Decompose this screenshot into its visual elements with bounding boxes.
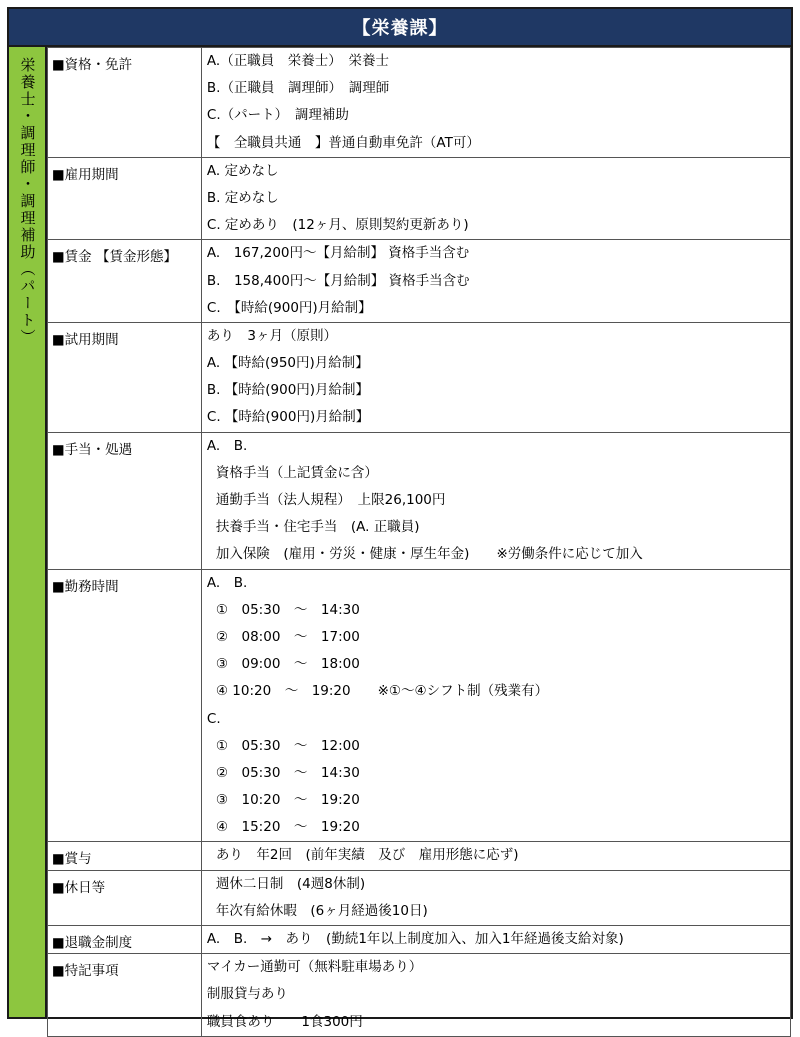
table-row [47,954,790,1037]
value-line: 加入保険 (雇用・労災・健康・厚生年金) ※労働条件に応じて加入 [215,546,643,563]
value-line: A. 【時給(950円)月給制】 [206,355,369,372]
row-value [201,432,790,569]
row-value [201,48,790,158]
row-value [201,954,790,1037]
value-line: C. 【時給(900円)月給制】 [206,409,370,426]
value-line: マイカー通勤可（無料駐車場あり） [206,959,423,976]
value-line: A. B. [206,437,248,454]
value-line: ④ 15:20 ～ 19:20 [215,819,360,836]
value-line: あり 年2回 (前年実績 及び 雇用形態に応ず) [215,847,519,864]
value-line: 週休二日制 (4週8休制) [215,875,366,892]
recruitment-table [7,7,793,1030]
table-row [47,842,790,870]
table-row [47,569,790,842]
value-line: 通勤手当（法人規程） 上限26,100円 [215,492,446,508]
job-category-label: 栄養士・調理師・調理補助（パート） [18,57,37,346]
value-line: 職員食あり 1食300円 [206,1013,363,1030]
row-label: ■資格・免許 [47,48,201,158]
value-line: 扶養手当・住宅手当 (A. 正職員) [215,519,420,536]
value-line: A.（正職員 栄養士） 栄養士 [206,53,389,69]
value-line: A. 167,200円～【月給制】 資格手当含む [206,245,470,262]
row-value [201,842,790,870]
row-value [201,870,790,925]
value-line: ③ 09:00 ～ 18:00 [215,656,360,673]
row-label: ■賃金 【賃金形態】 [47,240,201,323]
job-category-sidebar [9,47,47,1017]
value-line: ① 05:30 ～ 12:00 [215,737,360,754]
value-line: C. 【時給(900円)月給制】 [206,299,372,316]
table-row [47,432,790,569]
value-line: C. [206,710,221,727]
value-line: B.（正職員 調理師） 調理師 [206,80,390,97]
value-line: 【 全職員共通 】普通自動車免許（AT可） [206,134,480,151]
value-line: ③ 10:20 ～ 19:20 [215,792,360,809]
row-label: ■試用期間 [47,322,201,432]
value-line: ① 05:30 ～ 14:30 [215,601,360,618]
value-line: B. 【時給(900円)月給制】 [206,382,370,399]
table-row [47,48,790,158]
value-line: C. 定めあり (12ヶ月、原則契約更新あり) [206,217,469,234]
row-value [201,569,790,842]
row-value [201,157,790,240]
row-value [201,322,790,432]
row-label: ■休日等 [47,870,201,925]
value-line: A. 定めなし [206,162,279,179]
value-line: ② 08:00 ～ 17:00 [215,628,360,645]
section-header [9,9,791,47]
value-line: B. 158,400円～【月給制】 資格手当含む [206,272,470,289]
value-line: 制服貸与あり [206,986,288,1003]
table-row [47,926,790,954]
value-line: 資格手当（上記賃金に含） [215,464,378,481]
table-row [47,870,790,925]
value-line: A. B. [206,574,248,591]
value-line: 年次有給休暇 (6ヶ月経過後10日) [215,902,428,919]
row-label: ■退職金制度 [47,926,201,954]
table-row [47,322,790,432]
table-row [47,240,790,323]
conditions-table [47,47,791,1037]
value-line: ② 05:30 ～ 14:30 [215,764,360,781]
value-line: C.（パート） 調理補助 [206,107,349,124]
table-row [47,157,790,240]
row-label: ■特記事項 [47,954,201,1037]
row-label: ■雇用期間 [47,157,201,240]
row-value [201,240,790,323]
row-label: ■手当・処遇 [47,432,201,569]
value-line: A. B. → あり (勤続1年以上制度加入、加入1年経過後支給対象) [206,931,624,947]
value-line: B. 定めなし [206,189,279,206]
row-label: ■勤務時間 [47,569,201,842]
row-value [201,926,790,954]
value-line: あり 3ヶ月（原則） [206,327,337,344]
value-line: ④ 10:20 ～ 19:20 ※①～④シフト制（残業有） [215,683,549,700]
row-label: ■賞与 [47,842,201,870]
section-title: 【栄養課】 [352,18,448,39]
